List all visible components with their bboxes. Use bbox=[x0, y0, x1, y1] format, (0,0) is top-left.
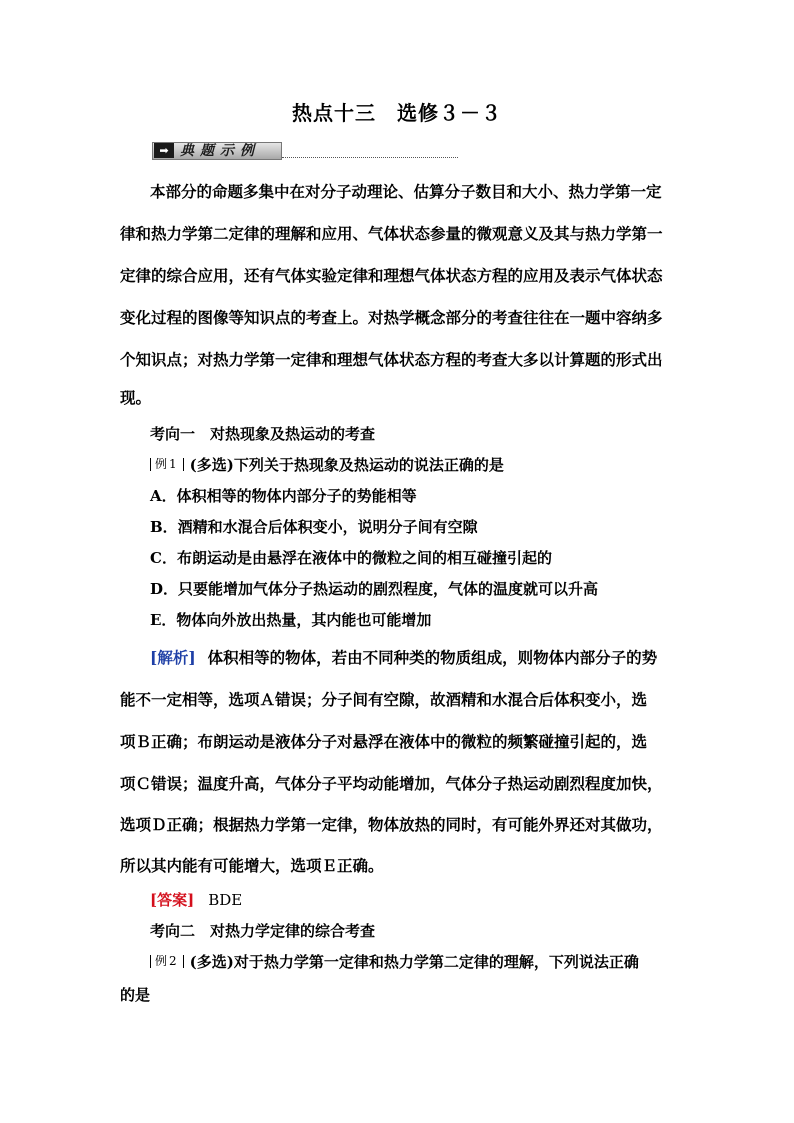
analysis-label: [解析] bbox=[150, 648, 196, 667]
section-banner bbox=[152, 142, 458, 162]
intro-line-1: 本部分的命题多集中在对分子动理论、估算分子数目和大小、热力学第一定 bbox=[150, 182, 662, 201]
page-title: 热点十三 选修３－３ bbox=[292, 101, 502, 125]
example1-tag: 例1 bbox=[150, 458, 184, 471]
banner-label: 典题示例 bbox=[180, 143, 260, 159]
intro-line-4: 变化过程的图像等知识点的考查上。对热学概念部分的考查往往在一题中容纳多 bbox=[120, 308, 663, 327]
option-a: A．体积相等的物体内部分子的势能相等 bbox=[150, 487, 417, 505]
example2-question-line-1 bbox=[150, 951, 639, 972]
example2-tag: 例2 bbox=[150, 955, 184, 968]
answer-line bbox=[150, 889, 242, 910]
intro-line-5: 个知识点；对热力学第一定律和理想气体状态方程的考查大多以计算题的形式出 bbox=[120, 350, 663, 369]
example1-question bbox=[150, 454, 504, 475]
analysis-line-2: 能不一定相等，选项Ａ错误；分子间有空隙，故酒精和水混合后体积变小，选 bbox=[120, 690, 648, 709]
analysis-line-6: 所以其内能有可能增大，选项Ｅ正确。 bbox=[120, 856, 384, 875]
arrow-right-icon: ➡ bbox=[154, 143, 174, 158]
option-e: E．物体向外放出热量，其内能也可能增加 bbox=[150, 611, 432, 629]
analysis-line-3: 项Ｂ正确；布朗运动是液体分子对悬浮在液体中的微粒的频繁碰撞引起的，选 bbox=[120, 732, 648, 751]
answer-label: [答案] bbox=[150, 891, 195, 909]
example2-question-line-2: 的是 bbox=[120, 986, 151, 1004]
banner-divider bbox=[282, 157, 458, 158]
intro-line-3: 定律的综合应用，还有气体实验定律和理想气体状态方程的应用及表示气体状态 bbox=[120, 266, 663, 285]
example2-question-text-1: (多选)对于热力学第一定律和热力学第二定律的理解，下列说法正确 bbox=[189, 953, 639, 971]
example1-question-text: (多选)下列关于热现象及热运动的说法正确的是 bbox=[189, 456, 504, 474]
answer-value: BDE bbox=[208, 891, 243, 909]
analysis-line-1 bbox=[150, 646, 657, 668]
option-d: D．只要能增加气体分子热运动的剧烈程度，气体的温度就可以升高 bbox=[150, 580, 599, 598]
analysis-line-4: 项Ｃ错误；温度升高，气体分子平均动能增加，气体分子热运动剧烈程度加快， bbox=[120, 774, 663, 793]
section2-heading: 考向二 对热力学定律的综合考查 bbox=[150, 922, 376, 940]
option-c: C．布朗运动是由悬浮在液体中的微粒之间的相互碰撞引起的 bbox=[150, 549, 552, 567]
analysis-text-1: 体积相等的物体，若由不同种类的物质组成，则物体内部分子的势 bbox=[207, 648, 658, 667]
intro-line-6: 现。 bbox=[120, 388, 152, 407]
option-b: B．酒精和水混合后体积变小，说明分子间有空隙 bbox=[150, 518, 478, 536]
intro-line-2: 律和热力学第二定律的理解和应用、气体状态参量的微观意义及其与热力学第一 bbox=[120, 224, 663, 243]
analysis-line-5: 选项Ｄ正确；根据热力学第一定律，物体放热的同时，有可能外界还对其做功， bbox=[120, 815, 663, 834]
section1-heading: 考向一 对热现象及热运动的考查 bbox=[150, 425, 376, 443]
